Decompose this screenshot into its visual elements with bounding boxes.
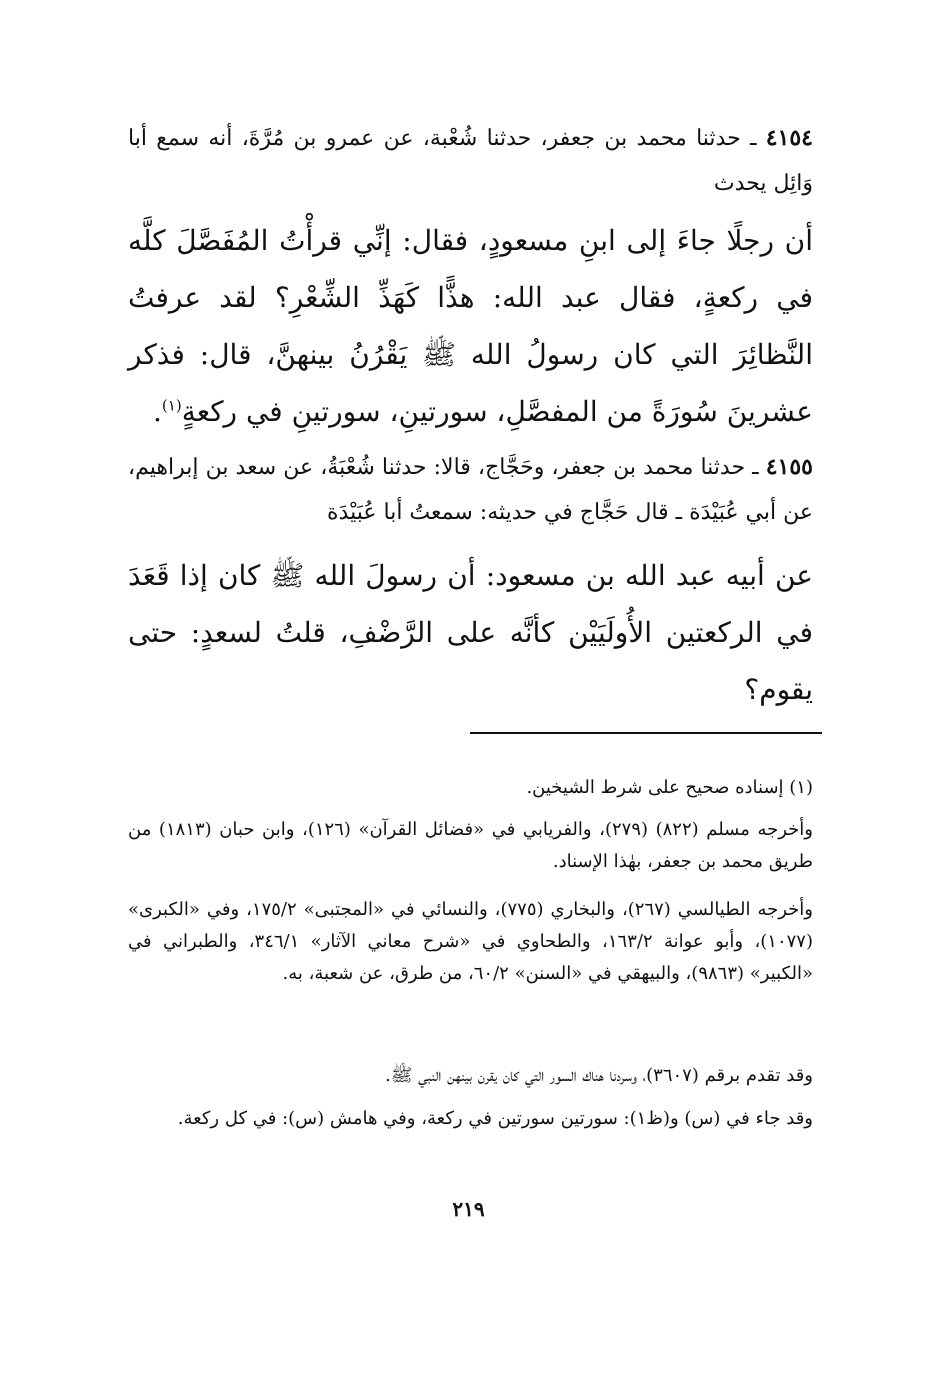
hadith-4154-number: ٤١٥٤ — [765, 125, 813, 151]
hadith-4155-number: ٤١٥٥ — [765, 454, 813, 480]
hadith-4154-end: . — [153, 395, 162, 428]
footnote-1-line-3: وأخرجه الطيالسي (٢٦٧)، والبخاري (٧٧٥)، والنسائي في «المجتبى» ١٧٥/٢، وفي «الكبرى» (١٠٧٧)، وأبو عوانة ١٦٣/٢، والطحاوي في «شرح معاني الآثار» ٣٤٦/١، والطبراني في «الكبير» (٩٨٦٣)، والبيهقي في «السنن» ٦٠/٢، من طرق، عن شعبة، به. — [128, 899, 813, 984]
footnote-1-line-4: وقد تقدم برقم (٣٦٠٧)، وسردنا هناك السور التي كان يقرن بينهن النبي ﷺ. — [384, 1065, 813, 1086]
footnote-1-line-2: وأخرجه مسلم (٨٢٢) (٢٧٩)، والفريابي في «فضائل القرآن» (١٢٦)، وابن حبان (١٨١٣) من طريق محمد بن جعفر، بهٰذا الإسناد. — [128, 819, 813, 872]
footnote-1-line-1: (١) إسناده صحيح على شرط الشيخين. — [526, 777, 813, 798]
page-number: ٢١٩ — [452, 1197, 485, 1221]
hadith-4154-matn-text: أن رجلًا جاءَ إلى ابنِ مسعودٍ، فقال: إنِّي قرأْتُ المُفَصَّلَ كلَّه في ركعةٍ، فقال عبد الله: هذًّا كَهَذِّ الشِّعْرِ؟ لقد عرفتُ النَّظائِرَ التي كان رسولُ الله ﷺ يَقْرُنُ بينهنَّ، قال: فذكر عشرينَ سُورَةً من المفصَّلِ، سورتينِ، سورتينِ في ركعةٍ — [128, 224, 813, 428]
hadith-4154-isnad — [128, 116, 813, 206]
hadith-4155-matn — [128, 547, 813, 718]
footnote-ref-1: (١) — [161, 396, 182, 415]
hadith-4154-matn — [128, 212, 813, 440]
hadith-4155-isnad — [128, 445, 813, 535]
footnote-separator — [470, 732, 822, 734]
hadith-4154-isnad-text: ـ حدثنا محمد بن جعفر، حدثنا شُعْبة، عن عمرو بن مُرَّةَ، أنه سمع أبا وَائِل يحدث — [128, 126, 813, 196]
hadith-4155-isnad-text: ـ حدثنا محمد بن جعفر، وحَجَّاج، قالا: حدثنا شُعْبَةُ، عن سعد بن إبراهيم، عن أبي عُبَيْدَة ـ قال حَجَّاج في حديثه: سمعتُ أبا عُبَيْدَة — [128, 455, 813, 525]
footnote-1-line-5: وقد جاء في (س) و(ظ١): سورتين سورتين في ركعة، وفي هامش (س): في كل ركعة. — [177, 1108, 813, 1129]
hadith-4155-matn-text: عن أبيه عبد الله بن مسعود: أن رسولَ الله ﷺ كان إذا قَعَدَ في الركعتين الأُولَيَيْن كأنَّه على الرَّضْفِ، قلتُ لسعدٍ: حتى يقوم؟ — [128, 559, 813, 706]
